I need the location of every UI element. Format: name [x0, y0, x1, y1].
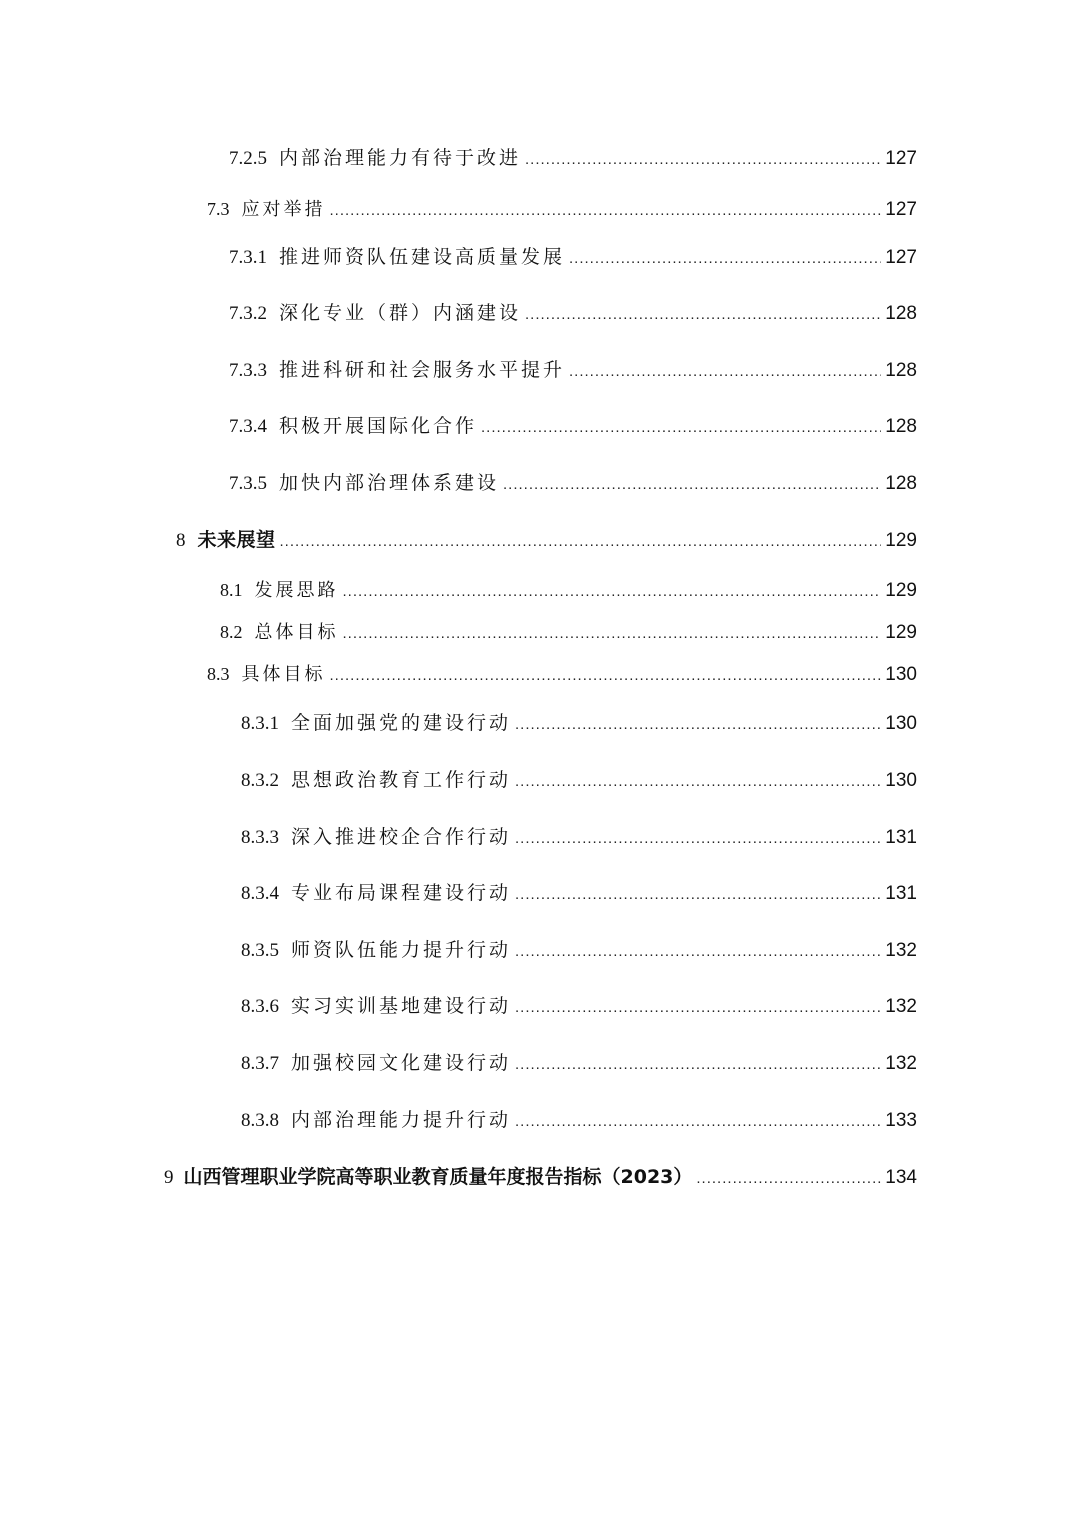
- toc-leader-dots: [569, 359, 881, 385]
- toc-title: 积极开展国际化合作: [279, 415, 478, 437]
- toc-title: 师资队伍能力提升行动: [291, 939, 512, 961]
- toc-entry-8-3-7[interactable]: [241, 1050, 917, 1078]
- toc-leader-dots: [696, 1166, 881, 1192]
- toc-entry-7-3-2[interactable]: [229, 300, 917, 328]
- toc-page-number: 130: [885, 713, 917, 734]
- toc-page-number: 127: [885, 247, 917, 268]
- toc-page-number: 130: [885, 664, 917, 685]
- toc-entry-8-3-5[interactable]: [241, 937, 917, 965]
- toc-title: 推进师资队伍建设高质量发展: [279, 246, 566, 268]
- toc-number: 8.3.1: [241, 713, 279, 734]
- toc-leader-dots: [515, 712, 881, 738]
- toc-number: 8.3.7: [241, 1053, 279, 1074]
- toc-number: 7.3.1: [229, 247, 267, 268]
- toc-title: 实习实训基地建设行动: [291, 995, 512, 1017]
- toc-leader-dots: [569, 246, 881, 272]
- toc-title: 内部治理能力有待于改进: [279, 147, 522, 169]
- toc-leader-dots: [515, 882, 881, 908]
- toc-leader-dots: [503, 472, 881, 498]
- toc-number: 8: [176, 530, 186, 551]
- toc-number: 7.3.4: [229, 416, 267, 437]
- toc-leader-dots: [343, 621, 882, 647]
- toc-leader-dots: [515, 1109, 881, 1135]
- toc-number: 7.3.5: [229, 473, 267, 494]
- toc-leader-dots: [343, 579, 882, 605]
- toc-title: 未来展望: [197, 529, 276, 551]
- toc-title: 深入推进校企合作行动: [291, 826, 512, 848]
- toc-page-number: 130: [885, 770, 917, 791]
- toc-entry-8-3-3[interactable]: [241, 824, 917, 852]
- toc-entry-8-3-4[interactable]: [241, 880, 917, 908]
- toc-entry-8-3-6[interactable]: [241, 993, 917, 1021]
- toc-entry-7-3[interactable]: [207, 196, 917, 224]
- toc-number: 7.3.3: [229, 360, 267, 381]
- toc-title: 总体目标: [254, 622, 339, 643]
- toc-entry-8-3[interactable]: [207, 661, 917, 689]
- toc-page-number: 133: [885, 1110, 917, 1131]
- toc-entry-7-3-3[interactable]: [229, 357, 917, 385]
- toc-title: 思想政治教育工作行动: [291, 769, 512, 791]
- toc-page-number: 128: [885, 416, 917, 437]
- toc-page-number: 127: [885, 199, 917, 220]
- toc-page-number: 132: [885, 996, 917, 1017]
- toc-entry-8-3-2[interactable]: [241, 767, 917, 795]
- toc-title: 专业布局课程建设行动: [291, 882, 512, 904]
- toc-entry-8[interactable]: [176, 527, 917, 555]
- toc-page-number: 132: [885, 1053, 917, 1074]
- toc-number: 8.3.4: [241, 883, 279, 904]
- toc-title: 加快内部治理体系建设: [279, 472, 500, 494]
- toc-entry-8-3-1[interactable]: [241, 710, 917, 738]
- toc-number: 8.3.2: [241, 770, 279, 791]
- toc-leader-dots: [515, 939, 881, 965]
- toc-number: 8.1: [220, 580, 243, 600]
- toc-number: 7.3: [207, 199, 230, 219]
- toc-page-number: 134: [885, 1167, 917, 1188]
- toc-title: 推进科研和社会服务水平提升: [279, 359, 566, 381]
- toc-leader-dots: [330, 663, 882, 689]
- toc-entry-7-2-5[interactable]: [229, 145, 917, 173]
- toc-number: 8.3.3: [241, 827, 279, 848]
- toc-leader-dots: [515, 1052, 881, 1078]
- toc-entry-7-3-5[interactable]: [229, 470, 917, 498]
- toc-title: 具体目标: [241, 664, 326, 685]
- toc-number: 9: [164, 1167, 174, 1188]
- toc-page-number: 129: [885, 530, 917, 551]
- toc-page-number: 129: [885, 622, 917, 643]
- toc-number: 7.2.5: [229, 148, 267, 169]
- toc-title: 山西管理职业学院高等职业教育质量年度报告指标（2023）: [183, 1166, 693, 1188]
- toc-entry-9[interactable]: [164, 1164, 917, 1192]
- toc-page-number: 128: [885, 473, 917, 494]
- toc-title: 加强校园文化建设行动: [291, 1052, 512, 1074]
- toc-number: 8.3: [207, 664, 230, 684]
- toc-title: 内部治理能力提升行动: [291, 1109, 512, 1131]
- toc-number: 7.3.2: [229, 303, 267, 324]
- toc-page-number: 129: [885, 580, 917, 601]
- toc-title: 发展思路: [254, 580, 339, 601]
- toc-leader-dots: [481, 415, 881, 441]
- toc-entry-8-1[interactable]: [220, 577, 917, 605]
- toc-page-number: 128: [885, 360, 917, 381]
- toc-title: 深化专业（群）内涵建设: [279, 302, 522, 324]
- toc-page-number: 128: [885, 303, 917, 324]
- toc-leader-dots: [280, 529, 882, 555]
- toc-leader-dots: [515, 769, 881, 795]
- toc-leader-dots: [525, 302, 881, 328]
- toc-title: 全面加强党的建设行动: [291, 712, 512, 734]
- toc-number: 8.3.8: [241, 1110, 279, 1131]
- toc-title: 应对举措: [241, 199, 326, 220]
- toc-page-number: 131: [885, 883, 917, 904]
- toc-number: 8.3.6: [241, 996, 279, 1017]
- toc-leader-dots: [330, 198, 882, 224]
- toc-page-number: 132: [885, 940, 917, 961]
- toc-page-number: 127: [885, 148, 917, 169]
- toc-leader-dots: [515, 826, 881, 852]
- toc-number: 8.3.5: [241, 940, 279, 961]
- toc-entry-7-3-1[interactable]: [229, 244, 917, 272]
- toc-entry-8-3-8[interactable]: [241, 1107, 917, 1135]
- toc-leader-dots: [525, 147, 881, 173]
- toc-entry-7-3-4[interactable]: [229, 413, 917, 441]
- toc-page-number: 131: [885, 827, 917, 848]
- toc-leader-dots: [515, 995, 881, 1021]
- toc-number: 8.2: [220, 622, 243, 642]
- toc-entry-8-2[interactable]: [220, 619, 917, 647]
